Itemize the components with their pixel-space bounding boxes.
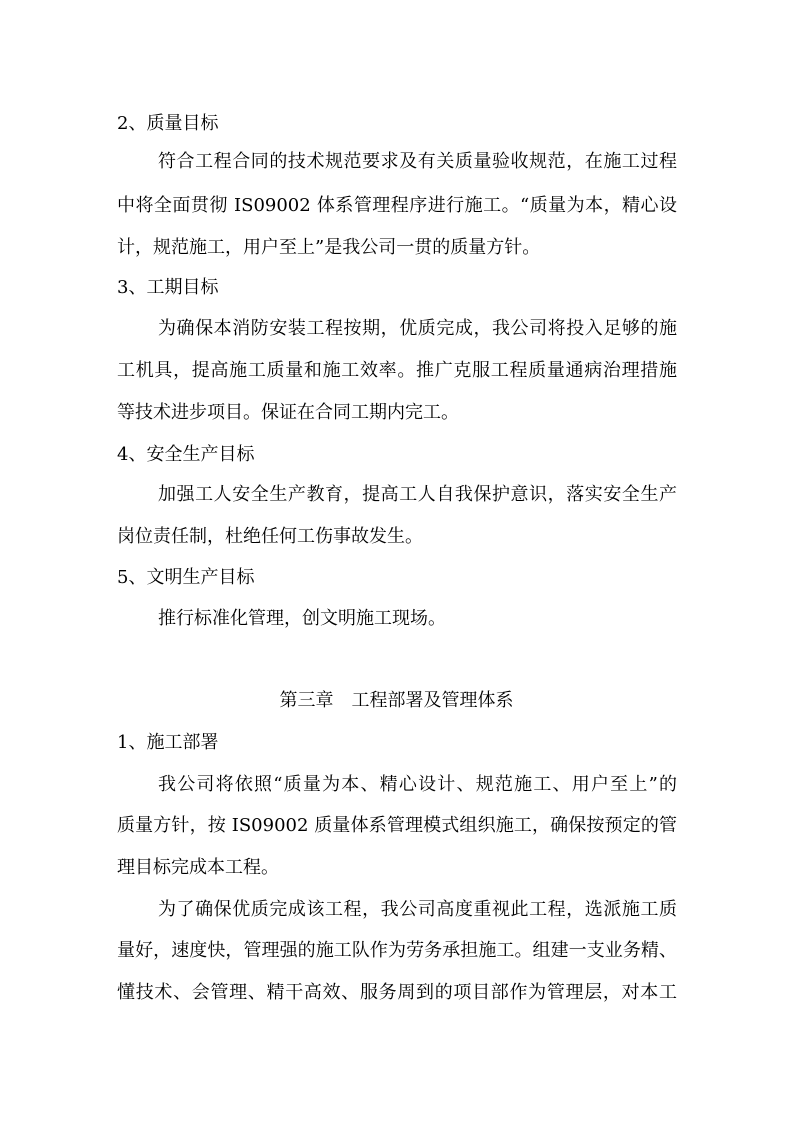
paragraph-line: 懂技术、会管理、精干高效、服务周到的项目部作为管理层，对本工 (117, 982, 677, 1003)
paragraph-line: 推行标准化管理，创文明施工现场。 (158, 608, 446, 629)
paragraph-line: 工机具，提高施工质量和施工效率。推广克服工程质量通病治理措施 (117, 360, 677, 381)
paragraph-line: 理目标完成本工程。 (117, 857, 279, 878)
paragraph-line: 加强工人安全生产教育，提高工人自我保护意识，落实安全生产 (158, 484, 677, 505)
paragraph-line: 符合工程合同的技术规范要求及有关质量验收规范，在施工过程 (158, 151, 677, 172)
section-heading-civilized-goal: 5、文明生产目标 (117, 567, 255, 588)
paragraph-line: 计，规范施工，用户至上”是我公司一贯的质量方针。 (117, 237, 541, 258)
paragraph-line: 中将全面贯彻 IS09002 体系管理程序进行施工。“质量为本，精心设 (117, 195, 677, 216)
section-heading-schedule-goal: 3、工期目标 (117, 277, 219, 298)
paragraph-line: 为了确保优质完成该工程，我公司高度重视此工程，选派施工质 (158, 899, 677, 920)
paragraph-line: 我公司将依照“质量为本、精心设计、规范施工、用户至上”的 (158, 774, 677, 795)
paragraph-line: 为确保本消防安装工程按期，优质完成，我公司将投入足够的施 (158, 318, 677, 339)
chapter-title: 第三章 工程部署及管理体系 (279, 690, 514, 711)
paragraph-line: 质量方针，按 IS09002 质量体系管理模式组织施工，确保按预定的管 (117, 815, 677, 836)
paragraph-line: 等技术进步项目。保证在合同工期内完工。 (117, 402, 459, 423)
section-heading-quality-goal: 2、质量目标 (117, 113, 219, 134)
paragraph-line: 岗位责任制，杜绝任何工伤事故发生。 (117, 526, 423, 547)
section-heading-construction-deployment: 1、施工部署 (117, 732, 219, 753)
section-heading-safety-goal: 4、安全生产目标 (117, 444, 255, 465)
paragraph-line: 量好，速度快，管理强的施工队作为劳务承担施工。组建一支业务精、 (117, 940, 677, 961)
